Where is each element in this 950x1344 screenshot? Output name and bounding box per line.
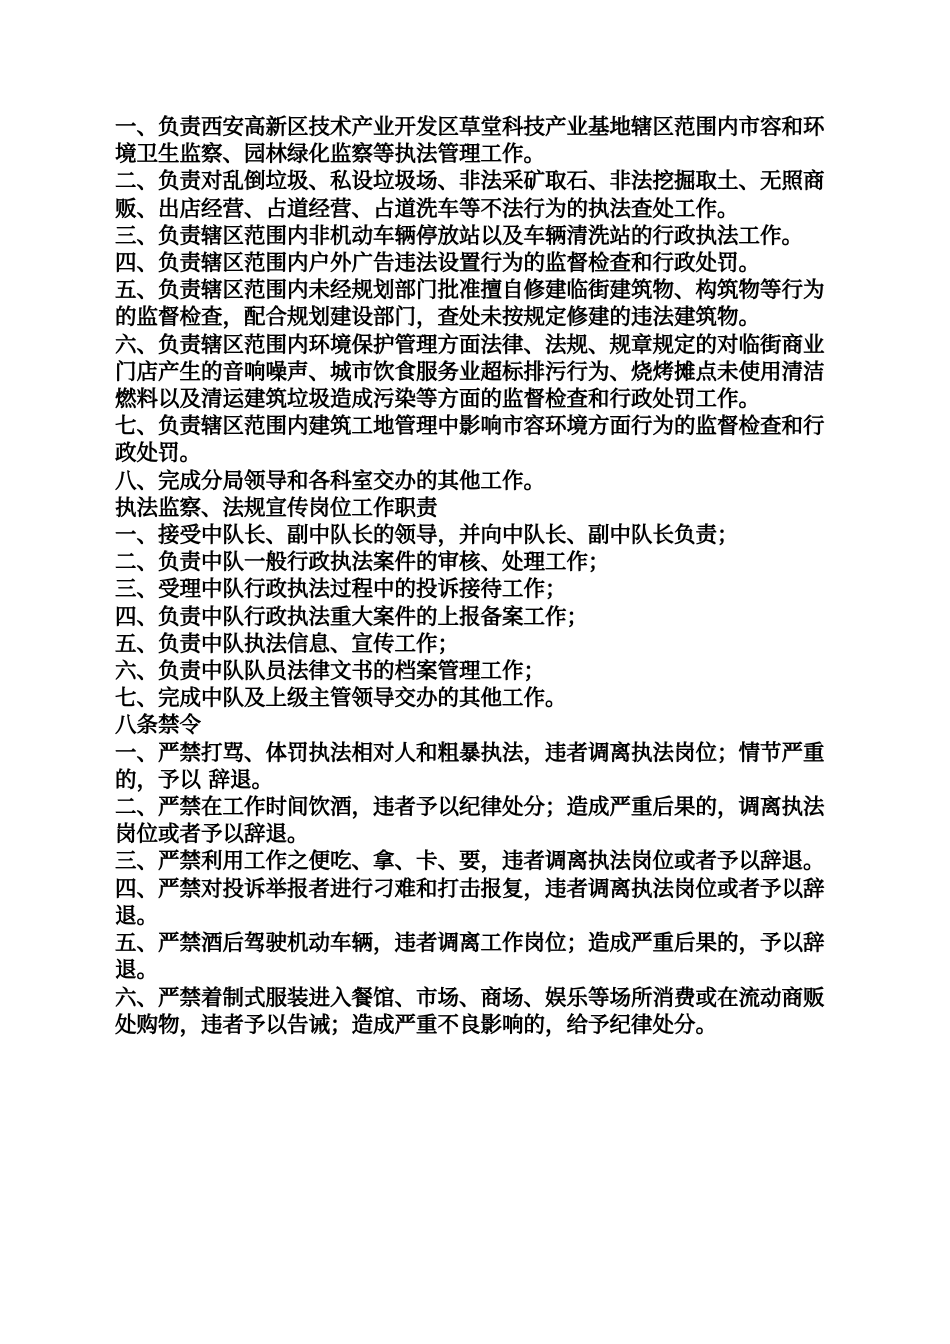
prohibition-item-2: 二、严禁在工作时间饮酒，违者予以纪律处分；造成严重后果的，调离执法岗位或者予以辞退。 bbox=[115, 795, 825, 848]
duty-item-5: 五、负责辖区范围内未经规划部门批准擅自修建临街建筑物、构筑物等行为的监督检查，配合规划建设部门，查处未按规定修建的违法建筑物。 bbox=[115, 278, 825, 331]
duty-item-3: 三、负责辖区范围内非机动车辆停放站以及车辆清洗站的行政执法工作。 bbox=[115, 223, 804, 249]
enforcement-item-5: 五、负责中队执法信息、宣传工作； bbox=[115, 631, 460, 657]
duty-item-7: 七、负责辖区范围内建筑工地管理中影响市容环境方面行为的监督检查和行政处罚。 bbox=[115, 414, 825, 467]
prohibition-item-1: 一、严禁打骂、体罚执法相对人和粗暴执法，违者调离执法岗位；情节严重的，予以 辞退。 bbox=[115, 740, 825, 793]
prohibition-item-6: 六、严禁着制式服装进入餐馆、市场、商场、娱乐等场所消费或在流动商贩处购物，违者予以告诫；造成严重不良影响的，给予纪律处分。 bbox=[115, 985, 825, 1038]
duty-item-2: 二、负责对乱倒垃圾、私设垃圾场、非法采矿取石、非法挖掘取土、无照商贩、出店经营、占道经营、占道洗车等不法行为的执法查处工作。 bbox=[115, 169, 825, 222]
enforcement-item-7: 七、完成中队及上级主管领导交办的其他工作。 bbox=[115, 686, 567, 712]
duty-item-4: 四、负责辖区范围内户外广告违法设置行为的监督检查和行政处罚。 bbox=[115, 251, 761, 277]
duty-item-6: 六、负责辖区范围内环境保护管理方面法律、法规、规章规定的对临街商业门店产生的音响噪声、城市饮食服务业超标排污行为、烧烤摊点未使用清洁燃料以及清运建筑垃圾造成污染等方面的监督检查和行政处罚工作。 bbox=[115, 332, 825, 413]
duty-item-8: 八、完成分局领导和各科室交办的其他工作。 bbox=[115, 468, 546, 494]
document-body bbox=[115, 114, 840, 1039]
enforcement-item-1: 一、接受中队长、副中队长的领导，并向中队长、副中队长负责； bbox=[115, 523, 739, 549]
prohibition-item-5: 五、严禁酒后驾驶机动车辆，违者调离工作岗位；造成严重后果的，予以辞退。 bbox=[115, 931, 825, 984]
duty-item-1: 一、负责西安高新区技术产业开发区草堂科技产业基地辖区范围内市容和环境卫生监察、园林绿化监察等执法管理工作。 bbox=[115, 115, 825, 168]
section-heading-enforcement: 执法监察、法规宣传岗位工作职责 bbox=[115, 495, 438, 521]
prohibition-item-4: 四、严禁对投诉举报者进行刁难和打击报复，违者调离执法岗位或者予以辞退。 bbox=[115, 876, 825, 929]
enforcement-item-3: 三、受理中队行政执法过程中的投诉接待工作； bbox=[115, 577, 567, 603]
enforcement-item-2: 二、负责中队一般行政执法案件的审核、处理工作； bbox=[115, 550, 610, 576]
enforcement-item-6: 六、负责中队队员法律文书的档案管理工作； bbox=[115, 659, 546, 685]
enforcement-item-4: 四、负责中队行政执法重大案件的上报备案工作； bbox=[115, 604, 589, 630]
prohibition-item-3: 三、严禁利用工作之便吃、拿、卡、要，违者调离执法岗位或者予以辞退。 bbox=[115, 849, 825, 875]
section-heading-prohibitions: 八条禁令 bbox=[115, 713, 202, 739]
